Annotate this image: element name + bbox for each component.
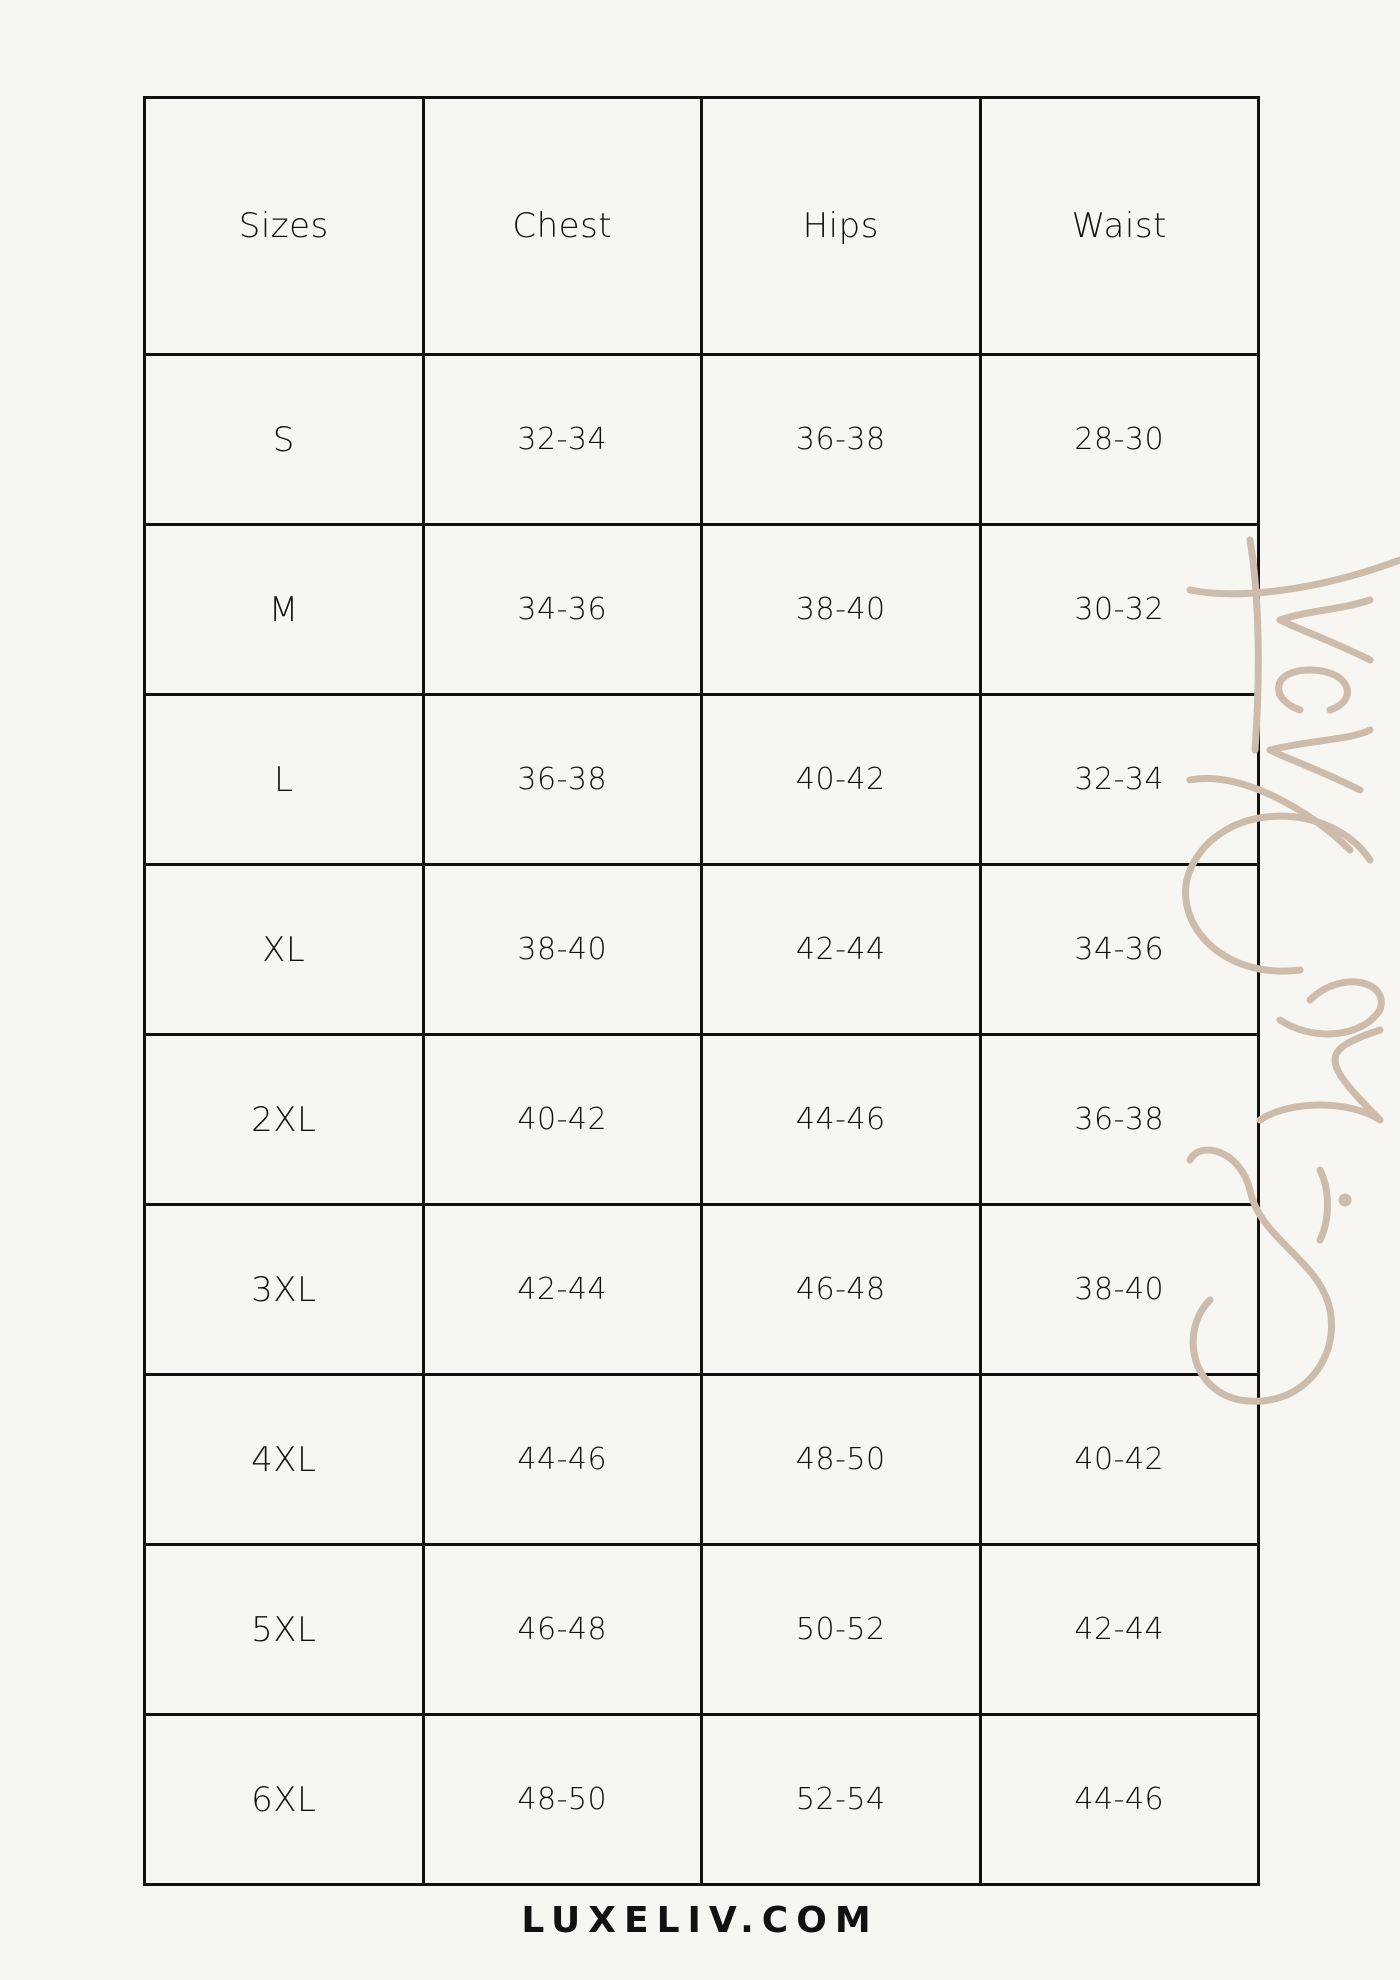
- size-cell: 2XL: [145, 1035, 424, 1205]
- hips-cell: 48-50: [702, 1375, 981, 1545]
- chest-cell: 48-50: [423, 1715, 702, 1885]
- chest-cell: 40-42: [423, 1035, 702, 1205]
- size-cell: 4XL: [145, 1375, 424, 1545]
- waist-cell: 34-36: [980, 865, 1259, 1035]
- size-cell: L: [145, 695, 424, 865]
- chest-cell: 32-34: [423, 355, 702, 525]
- table-row: [145, 1715, 1259, 1885]
- hips-cell: 46-48: [702, 1205, 981, 1375]
- chest-cell: 38-40: [423, 865, 702, 1035]
- table-row: [145, 355, 1259, 525]
- hips-cell: 44-46: [702, 1035, 981, 1205]
- table-row: [145, 1205, 1259, 1375]
- hips-cell: 36-38: [702, 355, 981, 525]
- waist-cell: 36-38: [980, 1035, 1259, 1205]
- waist-cell: 44-46: [980, 1715, 1259, 1885]
- header-sizes: Sizes: [145, 98, 424, 355]
- waist-cell: 32-34: [980, 695, 1259, 865]
- footer-website: LUXELIV.COM: [521, 1900, 879, 1941]
- waist-cell: 42-44: [980, 1545, 1259, 1715]
- waist-cell: 40-42: [980, 1375, 1259, 1545]
- header-waist: Waist: [980, 98, 1259, 355]
- size-cell: M: [145, 525, 424, 695]
- waist-cell: 30-32: [980, 525, 1259, 695]
- size-cell: 5XL: [145, 1545, 424, 1715]
- table-row: [145, 865, 1259, 1035]
- hips-cell: 42-44: [702, 865, 981, 1035]
- chest-cell: 42-44: [423, 1205, 702, 1375]
- hips-cell: 40-42: [702, 695, 981, 865]
- size-cell: S: [145, 355, 424, 525]
- chest-cell: 46-48: [423, 1545, 702, 1715]
- waist-cell: 28-30: [980, 355, 1259, 525]
- header-hips: Hips: [702, 98, 981, 355]
- table-row: [145, 695, 1259, 865]
- table-row: [145, 1035, 1259, 1205]
- hips-cell: 50-52: [702, 1545, 981, 1715]
- header-chest: Chest: [423, 98, 702, 355]
- script-title-artwork: [1180, 600, 1400, 1420]
- waist-cell: 38-40: [980, 1205, 1259, 1375]
- table-row: [145, 525, 1259, 695]
- chest-cell: 34-36: [423, 525, 702, 695]
- hips-cell: 52-54: [702, 1715, 981, 1885]
- size-cell: 3XL: [145, 1205, 424, 1375]
- script-title-decoration: [1180, 600, 1400, 1420]
- chest-cell: 36-38: [423, 695, 702, 865]
- table-row: [145, 1375, 1259, 1545]
- table-header-row: [145, 98, 1259, 355]
- chest-cell: 44-46: [423, 1375, 702, 1545]
- size-cell: 6XL: [145, 1715, 424, 1885]
- size-cell: XL: [145, 865, 424, 1035]
- size-chart-table: [143, 96, 1260, 1886]
- table-row: [145, 1545, 1259, 1715]
- hips-cell: 38-40: [702, 525, 981, 695]
